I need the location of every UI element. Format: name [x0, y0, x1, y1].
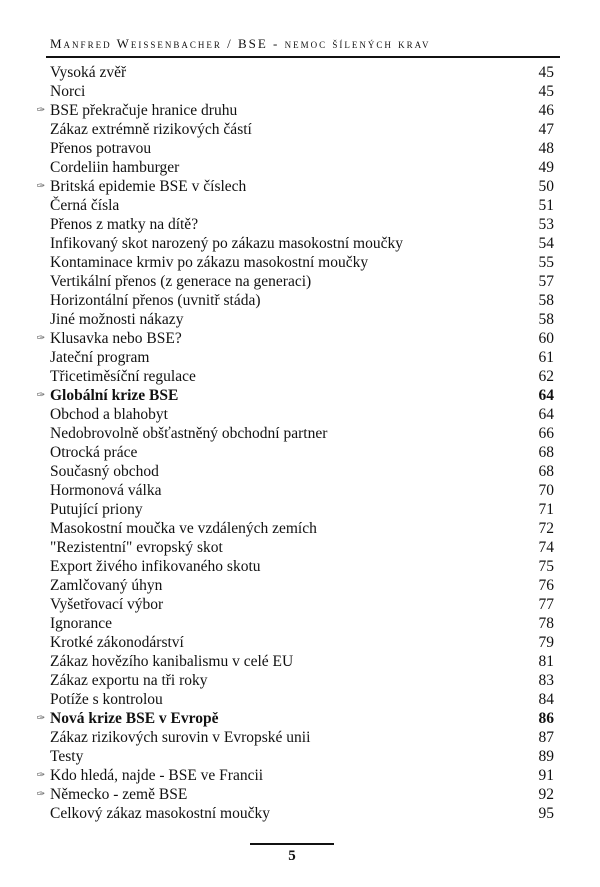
toc-entry-title: Jiné možnosti nákazy [50, 311, 184, 328]
toc-entry [0, 386, 600, 405]
toc-entry-title: Celkový zákaz masokostní moučky [50, 805, 270, 822]
toc-entry-page: 55 [538, 254, 554, 271]
toc-entry-page: 81 [538, 653, 554, 670]
toc-entry-page: 48 [538, 140, 554, 157]
toc-entry-title: Přenos z matky na dítě? [50, 216, 199, 233]
toc-entry [0, 63, 600, 82]
toc-entry [0, 519, 600, 538]
toc-entry-title: Otrocká práce [50, 444, 138, 461]
toc-entry [0, 348, 600, 367]
toc-entry-title: Kontaminace krmiv po zákazu masokostní moučky [50, 254, 369, 271]
toc-entry-page: 71 [538, 501, 554, 518]
toc-entry-title: Současný obchod [50, 463, 159, 480]
toc-entry-title: Putující priony [50, 501, 143, 518]
toc-entry-page: 76 [538, 577, 554, 594]
toc-entry-title: Globální krize BSE [50, 387, 179, 404]
toc-entry [0, 500, 600, 519]
toc-entry [0, 443, 600, 462]
toc-entry-title: Testy [50, 748, 84, 765]
toc-entry-title: Zákaz hovězího kanibalismu v celé EU [50, 653, 294, 670]
toc-entry-page: 45 [538, 64, 554, 81]
table-of-contents [0, 63, 600, 823]
toc-entry-page: 95 [538, 805, 554, 822]
toc-entry-page: 57 [538, 273, 554, 290]
toc-entry-page: 79 [538, 634, 554, 651]
toc-entry [0, 538, 600, 557]
running-header: Manfred Weissenbacher / BSE - nemoc šílených krav [50, 36, 431, 51]
toc-entry-title: Vertikální přenos (z generace na generaci) [50, 273, 312, 290]
toc-entry [0, 196, 600, 215]
toc-entry [0, 671, 600, 690]
toc-entry-page: 60 [538, 330, 554, 347]
toc-entry-page: 47 [538, 121, 554, 138]
toc-entry [0, 120, 600, 139]
toc-entry [0, 728, 600, 747]
toc-entry [0, 690, 600, 709]
pencil-mark-icon: ✑ [36, 789, 46, 800]
toc-entry-page: 91 [538, 767, 554, 784]
toc-entry-page: 89 [538, 748, 554, 765]
toc-entry-title: Zákaz extrémně rizikových částí [50, 121, 252, 138]
toc-entry-title: Nedobrovolně obšťastněný obchodní partner [50, 425, 328, 442]
toc-entry-page: 54 [538, 235, 554, 252]
toc-entry [0, 709, 600, 728]
toc-entry-page: 58 [538, 311, 554, 328]
toc-entry [0, 329, 600, 348]
toc-entry-title: Infikovaný skot narozený po zákazu masokostní moučky [50, 235, 403, 252]
toc-entry-page: 64 [538, 387, 554, 404]
page-number: 5 [288, 848, 296, 864]
toc-entry-title: Přenos potravou [50, 140, 152, 157]
toc-entry-title: Vysoká zvěř [50, 64, 127, 81]
toc-entry-title: Kdo hledá, najde - BSE ve Francii [50, 767, 264, 784]
toc-entry-page: 61 [538, 349, 554, 366]
toc-entry-title: BSE překračuje hranice druhu [50, 102, 238, 119]
toc-entry [0, 557, 600, 576]
toc-entry-title: Obchod a blahobyt [50, 406, 168, 423]
toc-entry-title: Vyšetřovací výbor [50, 596, 164, 613]
toc-entry-page: 83 [538, 672, 554, 689]
toc-entry [0, 614, 600, 633]
toc-entry-title: Německo - země BSE [50, 786, 188, 803]
pencil-mark-icon: ✑ [36, 770, 46, 781]
toc-entry [0, 481, 600, 500]
toc-entry [0, 253, 600, 272]
toc-entry-page: 58 [538, 292, 554, 309]
toc-entry-page: 49 [538, 159, 554, 176]
toc-entry-title: Horizontální přenos (uvnitř stáda) [50, 292, 261, 309]
toc-entry-title: Krotké zákonodárství [50, 634, 184, 651]
toc-entry-page: 70 [538, 482, 554, 499]
toc-entry-title: Černá čísla [50, 197, 120, 214]
toc-entry [0, 633, 600, 652]
toc-entry-page: 53 [538, 216, 554, 233]
pencil-mark-icon: ✑ [36, 105, 46, 116]
toc-entry [0, 462, 600, 481]
toc-entry-page: 50 [538, 178, 554, 195]
toc-entry-title: Ignorance [50, 615, 112, 632]
toc-entry [0, 405, 600, 424]
pencil-mark-icon: ✑ [36, 333, 46, 344]
pencil-mark-icon: ✑ [36, 713, 46, 724]
toc-entry [0, 424, 600, 443]
toc-entry-title: Zamlčovaný úhyn [50, 577, 163, 594]
toc-entry [0, 158, 600, 177]
toc-entry-title: Klusavka nebo BSE? [50, 330, 182, 347]
toc-entry-title: Zákaz rizikových surovin v Evropské unii [50, 729, 311, 746]
toc-entry-page: 77 [538, 596, 554, 613]
toc-entry [0, 139, 600, 158]
toc-entry-title: Zákaz exportu na tři roky [50, 672, 208, 689]
toc-entry-page: 51 [538, 197, 554, 214]
toc-entry [0, 747, 600, 766]
toc-entry-page: 68 [538, 463, 554, 480]
header-rule [46, 56, 560, 58]
toc-entry [0, 234, 600, 253]
toc-entry-title: Britská epidemie BSE v číslech [50, 178, 247, 195]
toc-entry-title: Hormonová válka [50, 482, 162, 499]
toc-entry [0, 82, 600, 101]
toc-entry-page: 66 [538, 425, 554, 442]
toc-entry-page: 86 [538, 710, 554, 727]
footer-rule [250, 843, 334, 845]
toc-entry [0, 310, 600, 329]
toc-entry [0, 785, 600, 804]
pencil-mark-icon: ✑ [36, 390, 46, 401]
toc-entry-page: 74 [538, 539, 554, 556]
toc-entry [0, 595, 600, 614]
toc-entry [0, 101, 600, 120]
toc-entry [0, 766, 600, 785]
toc-entry-page: 92 [538, 786, 554, 803]
toc-entry-title: Norci [50, 83, 86, 100]
toc-entry [0, 215, 600, 234]
toc-entry-page: 87 [538, 729, 554, 746]
toc-entry-page: 64 [538, 406, 554, 423]
toc-entry-title: Masokostní moučka ve vzdálených zemích [50, 520, 317, 537]
toc-entry-page: 78 [538, 615, 554, 632]
toc-entry-title: Potíže s kontrolou [50, 691, 163, 708]
toc-entry-title: "Rezistentní" evropský skot [50, 539, 223, 556]
toc-entry [0, 576, 600, 595]
toc-entry-title: Jateční program [50, 349, 150, 366]
toc-entry [0, 652, 600, 671]
toc-entry-page: 72 [538, 520, 554, 537]
toc-entry [0, 367, 600, 386]
toc-entry [0, 804, 600, 823]
toc-entry-page: 62 [538, 368, 554, 385]
toc-entry-page: 45 [538, 83, 554, 100]
toc-entry [0, 291, 600, 310]
toc-entry-title: Export živého infikovaného skotu [50, 558, 261, 575]
toc-entry-title: Nová krize BSE v Evropě [50, 710, 219, 727]
pencil-mark-icon: ✑ [36, 181, 46, 192]
toc-entry [0, 177, 600, 196]
toc-entry [0, 272, 600, 291]
toc-entry-page: 68 [538, 444, 554, 461]
toc-entry-page: 84 [538, 691, 554, 708]
toc-entry-title: Cordeliin hamburger [50, 159, 180, 176]
toc-entry-title: Třicetiměsíční regulace [50, 368, 196, 385]
toc-entry-page: 46 [538, 102, 554, 119]
toc-entry-page: 75 [538, 558, 554, 575]
